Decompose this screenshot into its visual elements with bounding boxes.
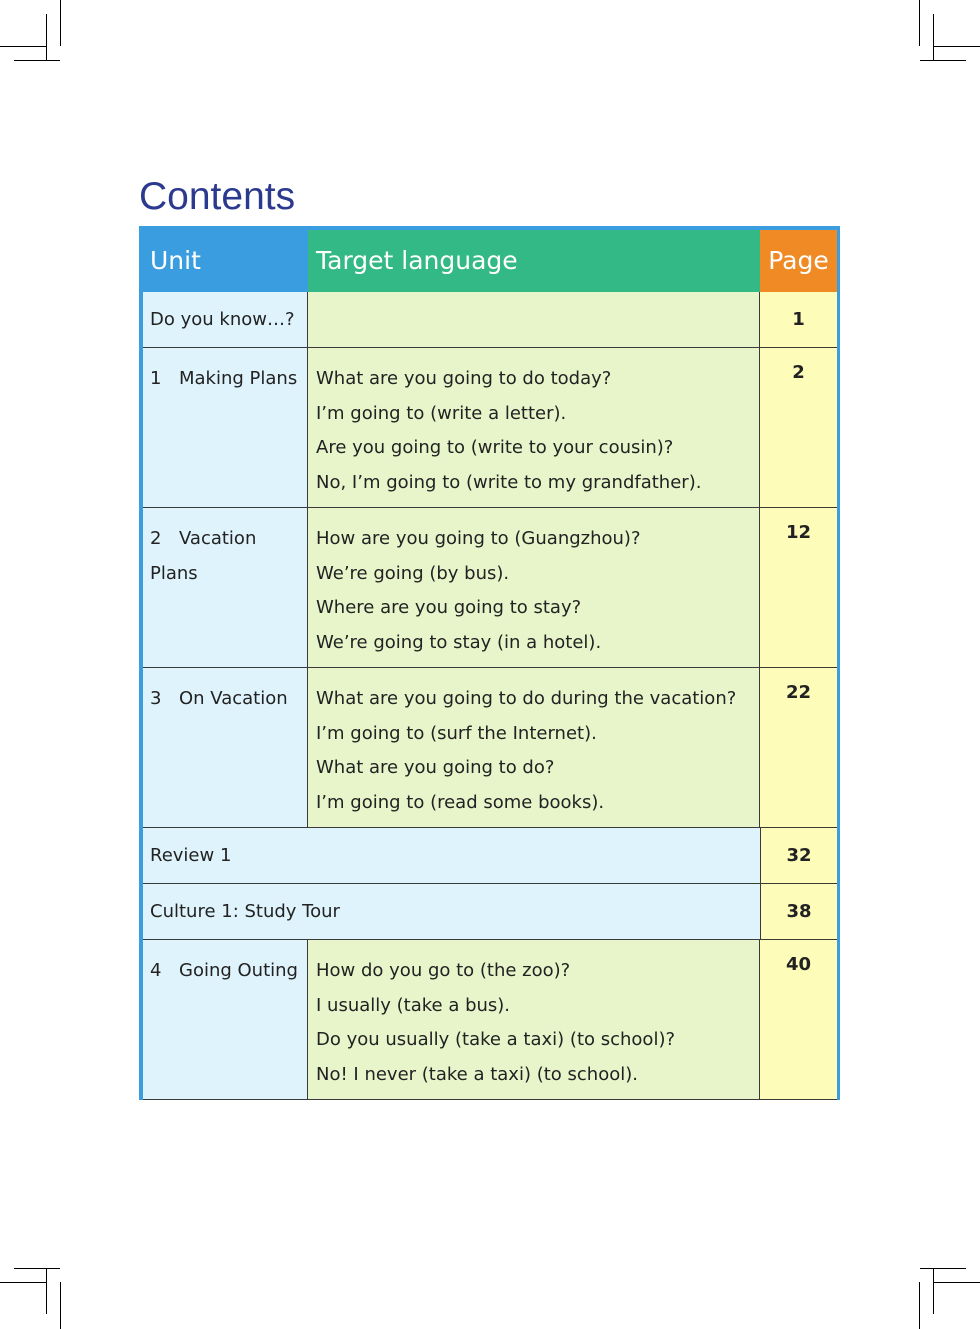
language-line: What are you going to do?: [316, 757, 555, 778]
crop-mark: [46, 14, 47, 60]
table-row: [143, 508, 837, 668]
table-row: [143, 292, 837, 348]
language-line: I’m going to (read some books).: [316, 791, 605, 813]
page-number: 1: [760, 292, 837, 347]
language-line: Are you going to (write to your cousin)?: [316, 437, 674, 458]
language-line: No, I’m going to (write to my grandfather).: [316, 471, 702, 493]
crop-mark: [60, 1282, 61, 1329]
language-line: No! I never (take a taxi) (to school).: [316, 1063, 638, 1085]
header-unit: Unit: [143, 230, 308, 292]
language-line: How do you go to (the zoo)?: [316, 960, 571, 981]
table-row: [143, 828, 837, 884]
crop-mark: [14, 1268, 60, 1269]
language-cell: [308, 348, 760, 507]
unit-cell: [143, 348, 308, 507]
unit-cell: Do you know…?: [143, 292, 308, 347]
language-line: I usually (take a bus).: [316, 994, 511, 1016]
crop-mark: [933, 1268, 934, 1314]
crop-mark: [14, 60, 60, 61]
crop-mark: [920, 60, 966, 61]
language-line: Do you usually (take a taxi) (to school)?: [316, 1029, 676, 1050]
language-cell: [308, 668, 760, 827]
header-target-language: Target language: [308, 230, 760, 292]
language-line: We’re going to stay (in a hotel).: [316, 631, 602, 653]
unit-number: 2: [150, 528, 162, 549]
section-cell: Culture 1: Study Tour: [143, 884, 761, 939]
unit-name: Making Plans: [179, 368, 298, 389]
page-number: 38: [761, 884, 837, 939]
unit-name: Going Outing: [179, 960, 298, 981]
table-row: [143, 348, 837, 508]
language-line: I’m going to (write a letter).: [316, 402, 567, 424]
page-number: 12: [760, 508, 837, 667]
crop-mark: [46, 1268, 47, 1314]
language-line: I’m going to (surf the Internet).: [316, 722, 597, 744]
language-line: How are you going to (Guangzhou)?: [316, 528, 641, 549]
table-row: [143, 668, 837, 828]
language-line: What are you going to do today?: [316, 368, 612, 389]
header-page: Page: [760, 230, 837, 292]
language-line: Where are you going to stay?: [316, 597, 582, 618]
crop-mark: [0, 46, 46, 47]
unit-cell: [143, 668, 308, 827]
unit-name: On Vacation: [179, 688, 288, 709]
page-number: 22: [760, 668, 837, 827]
contents-table: [139, 226, 840, 1100]
crop-mark: [933, 14, 934, 60]
language-cell: [308, 940, 760, 1099]
crop-mark: [920, 1268, 966, 1269]
unit-cell: [143, 940, 308, 1099]
unit-cell: [143, 508, 308, 667]
page-number: 32: [761, 828, 837, 883]
language-line: We’re going (by bus).: [316, 562, 510, 584]
crop-mark: [60, 0, 61, 46]
crop-mark: [934, 1282, 980, 1283]
section-cell: Review 1: [143, 828, 761, 883]
unit-number: 1: [150, 368, 162, 389]
page-title: Contents: [139, 175, 296, 218]
unit-number: 4: [150, 960, 162, 981]
unit-number: 3: [150, 688, 162, 709]
crop-mark: [919, 1282, 920, 1329]
language-cell: [308, 292, 760, 347]
table-row: [143, 940, 837, 1100]
page-number: 2: [760, 348, 837, 507]
table-header: [143, 230, 837, 292]
language-cell: [308, 508, 760, 667]
crop-mark: [0, 1282, 46, 1283]
page-number: 40: [760, 940, 837, 1099]
crop-mark: [919, 0, 920, 46]
crop-mark: [934, 46, 980, 47]
language-line: What are you going to do during the vacation?: [316, 688, 737, 709]
unit-name: Vacation Plans: [150, 528, 257, 584]
table-row: [143, 884, 837, 940]
